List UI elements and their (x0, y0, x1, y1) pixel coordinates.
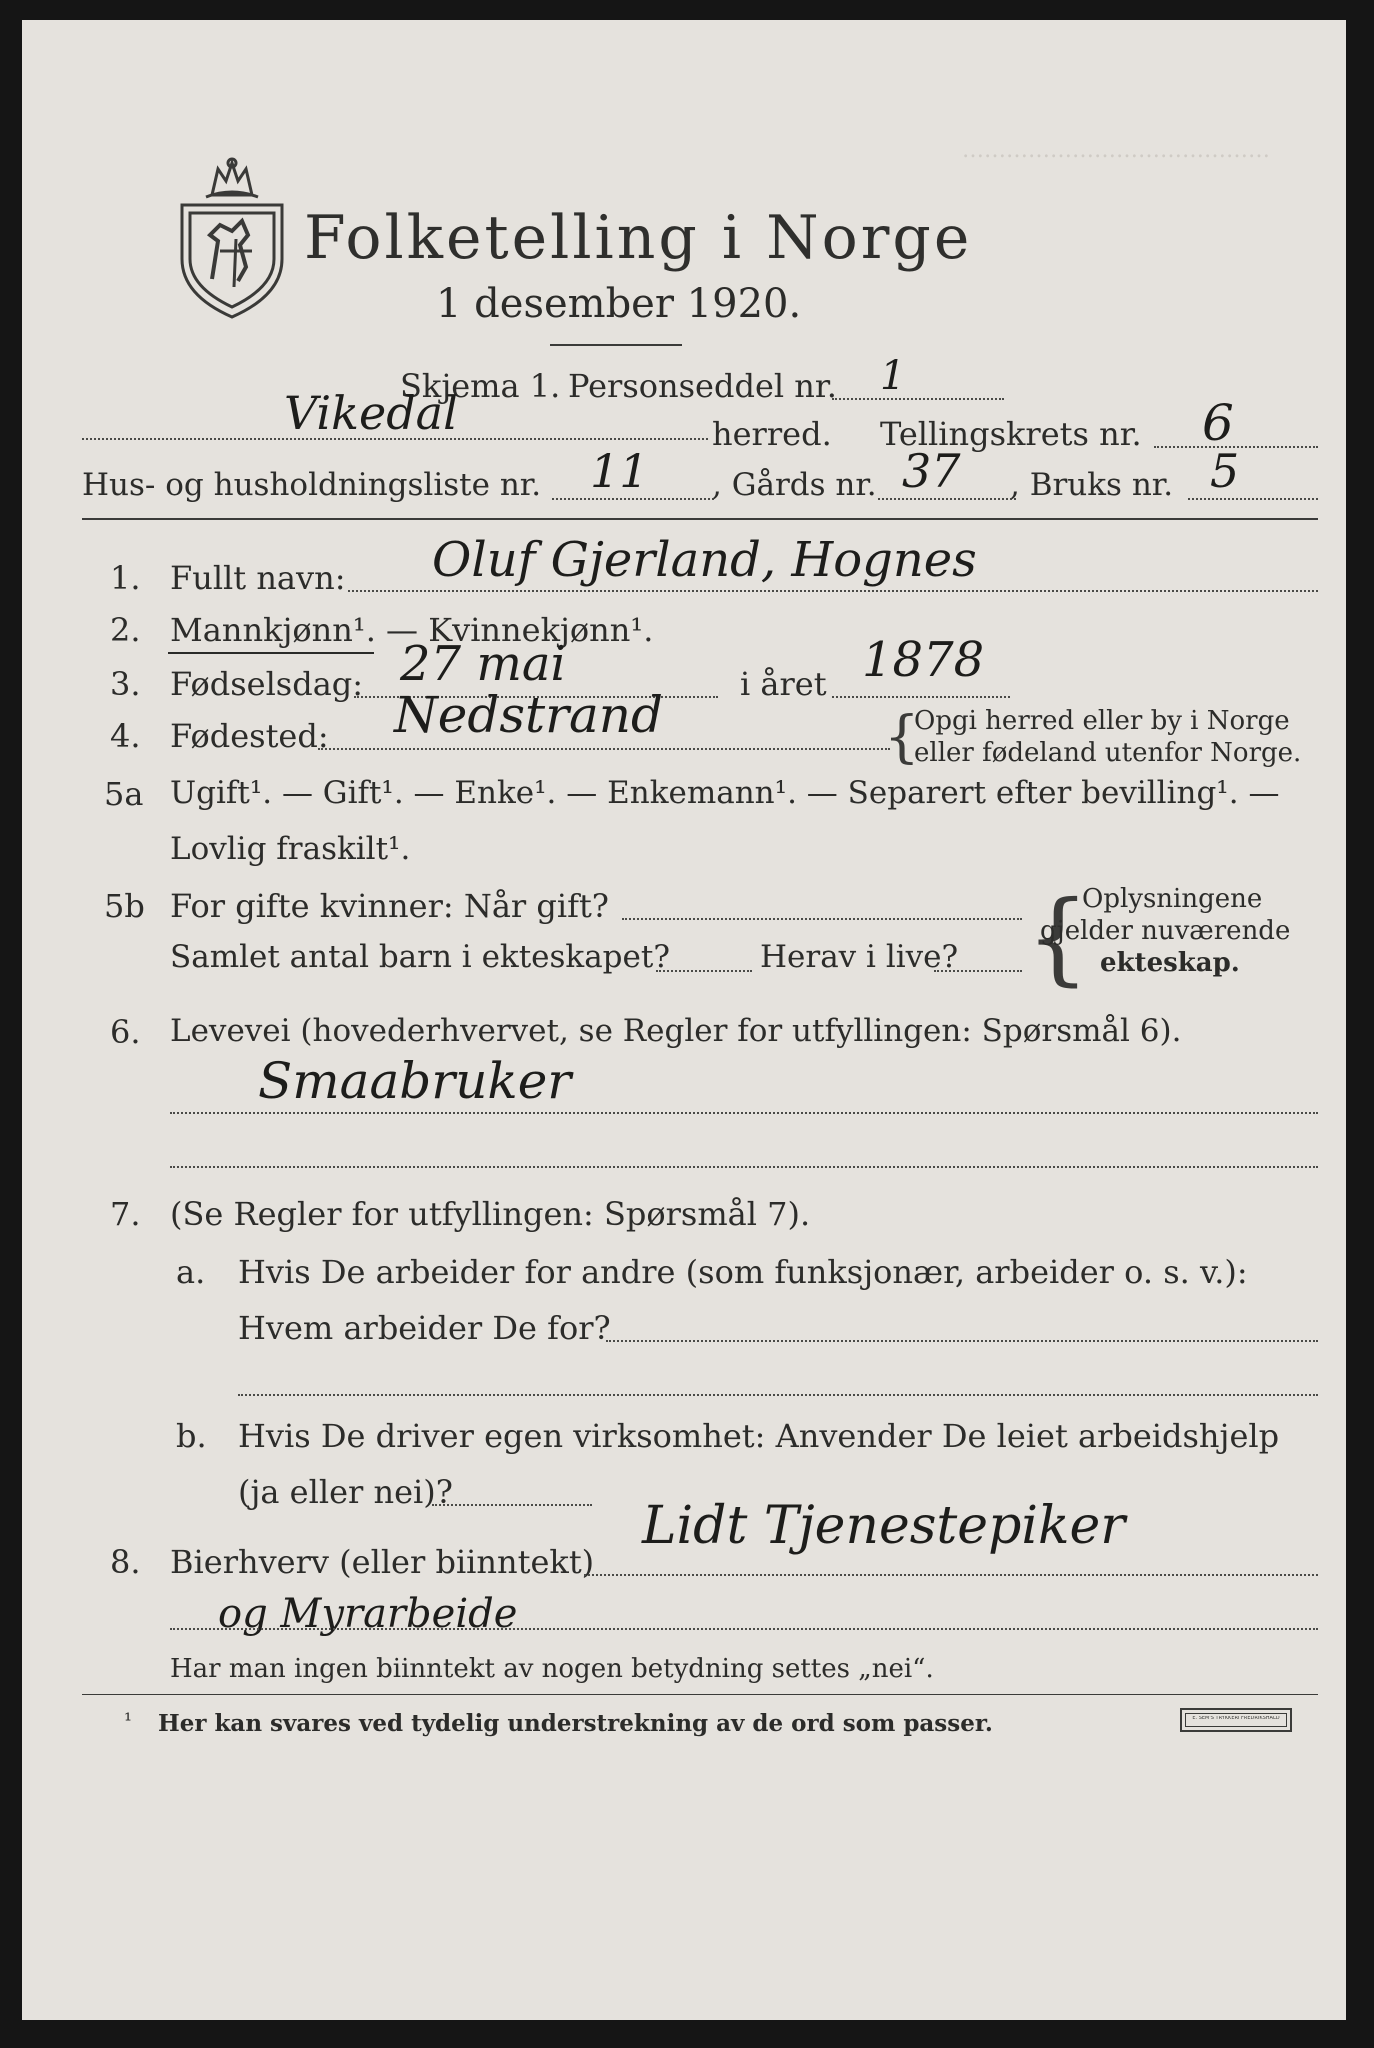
q7b-line-2: (ja eller nei)? (238, 1473, 453, 1511)
q4-brace: { (884, 705, 920, 770)
title-divider (550, 344, 682, 346)
q4-line (318, 748, 890, 750)
q4-label: Fødested: (170, 717, 329, 755)
q6-label: Levevei (hovederhvervet, se Regler for utfyllingen: Spørsmål 6). (170, 1013, 1182, 1049)
q5b-brace: { (1026, 879, 1090, 996)
q5b-number: 5b (104, 887, 145, 925)
husholdning-value[interactable]: 11 (590, 444, 649, 498)
q7a-line (606, 1340, 1318, 1342)
q7-number: 7. (110, 1195, 141, 1233)
full-name-value[interactable]: Oluf Gjerland, Hognes (432, 532, 977, 588)
side-income-value-2[interactable]: og Myrarbeide (218, 1591, 518, 1637)
q2-number: 2. (110, 611, 141, 649)
q7a-line-extra (238, 1394, 1318, 1396)
census-date: 1 desember 1920. (436, 281, 802, 327)
birth-year-value[interactable]: 1878 (862, 632, 985, 688)
q7a-line-1: Hvis De arbeider for andre (som funksjonær, arbeider o. s. v.): (238, 1253, 1248, 1291)
q3-year-label: i året (740, 665, 827, 703)
q7b-line (432, 1504, 592, 1506)
personseddel-label: Personseddel nr. (568, 367, 837, 405)
census-form (22, 20, 1346, 2020)
q4-number: 4. (110, 717, 141, 755)
gards-line (878, 498, 1016, 500)
q5b-when-line (622, 918, 1022, 920)
q5b-note-2: gjelder nuværende (1040, 916, 1291, 946)
q5b-line-2b: Herav i live? (760, 939, 959, 975)
q8-line-2 (170, 1628, 1318, 1630)
q3-number: 3. (110, 665, 141, 703)
personseddel-line (832, 398, 1004, 400)
footnote-mark: ¹ (124, 1708, 133, 1732)
tellingskrets-label: Tellingskrets nr. (880, 415, 1142, 453)
q6-number: 6. (110, 1013, 141, 1051)
herred-value[interactable]: Vikedal (284, 386, 458, 440)
q5b-note-1: Oplysningene (1082, 884, 1263, 914)
q5b-line-1: For gifte kvinner: Når gift? (170, 887, 609, 925)
q7a-letter: a. (176, 1253, 206, 1291)
coat-of-arms-icon (176, 155, 288, 321)
q4-note-2: eller fødeland utenfor Norge. (914, 738, 1302, 768)
q1-label: Fullt navn: (170, 559, 346, 597)
personseddel-value[interactable]: 1 (880, 353, 906, 399)
skjema-label: Skjema 1. (400, 367, 561, 405)
bruks-line (1188, 498, 1318, 500)
tellingskrets-value[interactable]: 6 (1202, 394, 1234, 452)
q5b-children-line (656, 970, 752, 972)
form-title: Folketelling i Norge (304, 203, 973, 273)
side-income-value-1[interactable]: Lidt Tjenestepiker (642, 1496, 1126, 1556)
header-separator (82, 518, 1318, 520)
q7b-letter: b. (176, 1417, 207, 1455)
q5b-note-3: ekteskap. (1100, 948, 1240, 978)
q2-label: Mannkjønn¹. — Kvinnekjønn¹. (170, 611, 654, 649)
bruks-label: , Bruks nr. (1010, 467, 1174, 503)
printer-stamp (1180, 1708, 1292, 1732)
herred-label: herred. (712, 415, 832, 453)
birthday-value[interactable]: 27 mai (400, 636, 566, 692)
bruks-value[interactable]: 5 (1210, 444, 1240, 498)
q5b-line-2a: Samlet antal barn i ekteskapet? (170, 939, 670, 975)
q6-line-2 (170, 1166, 1318, 1168)
q7a-line-2: Hvem arbeider De for? (238, 1309, 611, 1347)
q8-note: Har man ingen biinntekt av nogen betydning settes „nei“. (170, 1654, 934, 1684)
q6-line-1 (170, 1112, 1318, 1114)
q8-line (584, 1574, 1318, 1576)
q3-label: Fødselsdag: (170, 665, 364, 703)
q1-number: 1. (110, 559, 141, 597)
q7-label: (Se Regler for utfyllingen: Spørsmål 7). (170, 1195, 811, 1233)
q4-note-1: Opgi herred eller by i Norge (914, 706, 1290, 736)
herred-line (82, 438, 708, 440)
bleed-through-text: …………………………………… (962, 138, 1270, 163)
q3-year-line (832, 696, 1010, 698)
mannkjonn-underline (168, 652, 374, 654)
printer-stamp-text: E. SEM'S TRYKKERI FREDRIKSHALD (1192, 1716, 1280, 1721)
husholdning-label: Hus- og husholdningsliste nr. (82, 467, 542, 503)
footnote-separator (82, 1694, 1318, 1695)
husholdning-line (552, 498, 714, 500)
q7b-line-1: Hvis De driver egen virksomhet: Anvender De leiet arbeidshjelp (238, 1417, 1280, 1455)
occupation-value[interactable]: Smaabruker (258, 1052, 572, 1110)
q5a-line-2: Lovlig fraskilt¹. (170, 831, 411, 867)
footnote-text: Her kan svares ved tydelig understrekning av de ord som passer. (158, 1710, 993, 1737)
q8-number: 8. (110, 1543, 141, 1581)
gards-value[interactable]: 37 (902, 444, 961, 498)
q5b-alive-line (934, 970, 1022, 972)
q5a-number: 5a (104, 775, 144, 813)
q5a-line-1: Ugift¹. — Gift¹. — Enke¹. — Enkemann¹. — Separert efter bevilling¹. — (170, 775, 1280, 811)
gards-label: , Gårds nr. (712, 467, 877, 503)
q8-label: Bierhverv (eller biinntekt) (170, 1543, 595, 1581)
birthplace-value[interactable]: Nedstrand (394, 686, 664, 744)
q1-line (348, 590, 1318, 592)
